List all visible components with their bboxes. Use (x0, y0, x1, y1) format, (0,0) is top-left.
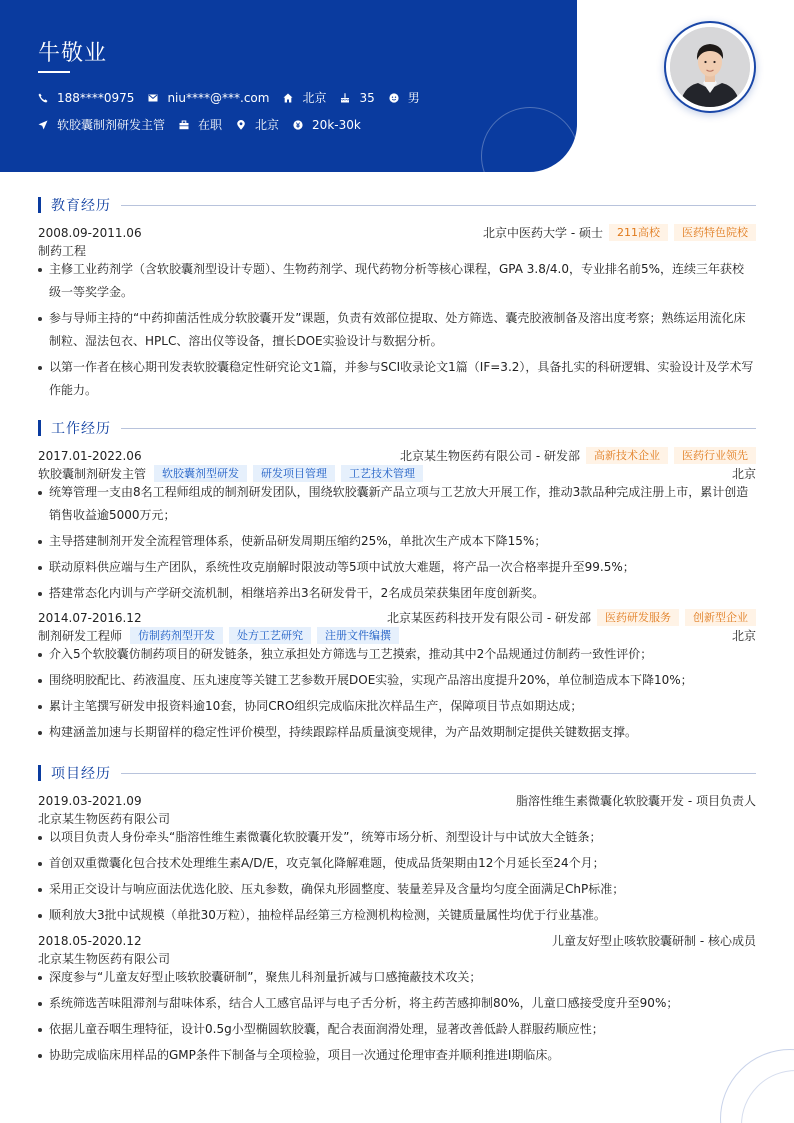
avatar-photo (670, 27, 750, 107)
target-city-item (236, 116, 279, 133)
list-item: 首创双重微囊化包合技术处理维生素A/D/E，攻克氧化降解难题，使成品货架期由12个月延长至24个月； (38, 852, 756, 875)
avatar (664, 21, 756, 113)
gender-item (389, 89, 420, 106)
hometown-item (283, 89, 326, 106)
company-tag: 医药行业领先 (674, 447, 756, 464)
work-position: 制剂研发工程师 (38, 629, 123, 643)
project-company: 北京某生物医药有限公司 (38, 952, 171, 966)
list-item: 依据儿童吞咽生理特征，设计0.5g小型椭圆软胶囊，配合表面润滑处理，显著改善低龄人群服药顺应性； (38, 1018, 756, 1041)
section-divider (121, 205, 756, 206)
section-title: 工作经历 (51, 421, 111, 437)
salary-value: 20k-30k (312, 117, 361, 132)
phone-icon (38, 93, 48, 103)
phone-item (38, 91, 134, 105)
section-marker (38, 420, 41, 436)
education-bullets (38, 258, 756, 402)
skill-tag: 研发项目管理 (253, 465, 335, 482)
list-item: 统筹管理一支由8名工程师组成的制剂研发团队，围绕软胶囊新产品立项与工艺放大开展工作，推动3款品种完成注册上市，累计创造销售收益逾5000万元； (38, 481, 756, 527)
work-period: 2017.01-2022.06 (38, 448, 142, 463)
project-company-row (38, 810, 756, 827)
section-title: 教育经历 (51, 198, 111, 214)
project-period: 2019.03-2021.09 (38, 793, 142, 808)
education-major: 制药工程 (38, 244, 87, 258)
company-tag: 医药研发服务 (597, 609, 679, 626)
gender-value: 男 (407, 91, 420, 105)
candidate-name: 牛敬业 (38, 41, 108, 66)
work-position-row (38, 627, 756, 644)
skill-tag: 工艺技术管理 (341, 465, 423, 482)
name-underline (38, 71, 70, 73)
list-item: 累计主笔撰写研发申报资料逾10套，协同CRO组织完成临床批次样品生产，保障项目节点如期达成； (38, 695, 756, 718)
section-divider (121, 428, 756, 429)
send-icon (38, 120, 48, 130)
salary-item (293, 118, 361, 132)
target-job-value: 软胶囊制剂研发主管 (57, 118, 166, 132)
target-job-item (38, 116, 165, 133)
project-entry-header (38, 792, 756, 809)
skill-tag: 软胶囊剂型研发 (154, 465, 247, 482)
education-period: 2008.09-2011.06 (38, 225, 142, 240)
company-tag: 创新型企业 (685, 609, 756, 626)
list-item: 参与导师主持的“中药抑菌活性成分软胶囊开发”课题，负责有效部位提取、处方筛选、囊壳胶液制备及溶出度考察；熟练运用流化床制粒、湿法包衣、HPLC、溶出仪等设备，擅长DOE实验设计与数据分析。 (38, 307, 756, 353)
list-item: 主修工业药剂学（含软胶囊剂型设计专题）、生物药剂学、现代药物分析等核心课程，GPA 3.8/4.0，专业排名前5%，连续三年获校级一等奖学金。 (38, 258, 756, 304)
work-position: 软胶囊制剂研发主管 (38, 467, 147, 481)
skill-tag: 注册文件编撰 (317, 627, 399, 644)
status-value: 在职 (198, 118, 223, 132)
job-intent-row (38, 116, 375, 133)
list-item: 主导搭建制剂开发全流程管理体系，使新品研发周期压缩约25%，单批次生产成本下降15%； (38, 530, 756, 553)
project-bullets (38, 826, 756, 927)
work-period: 2014.07-2016.12 (38, 610, 142, 625)
list-item: 以项目负责人身份牵头“脂溶性维生素微囊化软胶囊开发”，统筹市场分析、剂型设计与中试放大全链条； (38, 826, 756, 849)
list-item: 深度参与“儿童友好型止咳软胶囊研制”，聚焦儿科剂量折减与口感掩蔽技术攻关； (38, 966, 756, 989)
section-header-education (38, 197, 756, 213)
work-entry-header (38, 447, 756, 464)
education-major-row (38, 242, 756, 259)
section-header-project (38, 765, 756, 781)
section-marker (38, 197, 41, 213)
list-item: 以第一作者在核心期刊发表软胶囊稳定性研究论文1篇，并参与SCI收录论文1篇（IF=3.2），具备扎实的科研逻辑、实验设计及学术写作能力。 (38, 356, 756, 402)
list-item: 系统筛选苦味阻滞剂与甜味体系，结合人工感官品评与电子舌分析，将主药苦感抑制80%，儿童口感接受度升至90%； (38, 992, 756, 1015)
company-tag: 高新技术企业 (586, 447, 668, 464)
briefcase-icon (179, 120, 189, 130)
email-item (148, 91, 269, 105)
phone-value: 188****0975 (57, 90, 135, 105)
home-icon (283, 93, 293, 103)
email-icon (148, 93, 158, 103)
section-header-work (38, 420, 756, 436)
education-school: 北京中医药大学 - 硕士 (483, 226, 603, 240)
person-icon (389, 93, 399, 103)
project-bullets (38, 966, 756, 1067)
work-bullets (38, 481, 756, 605)
age-item (340, 91, 374, 105)
age-value: 35 (359, 90, 375, 105)
work-city: 北京 (731, 467, 756, 481)
project-company-row (38, 950, 756, 967)
section-marker (38, 765, 41, 781)
contact-row (38, 89, 434, 106)
list-item: 介入5个软胶囊仿制药项目的研发链条，独立承担处方筛选与工艺摸索，推动其中2个品规通过仿制药一致性评价； (38, 643, 756, 666)
work-position-row (38, 465, 756, 482)
work-bullets (38, 643, 756, 744)
project-title: 脂溶性维生素微囊化软胶囊开发 - 项目负责人 (516, 794, 756, 808)
target-city-value: 北京 (255, 118, 280, 132)
project-period: 2018.05-2020.12 (38, 933, 142, 948)
list-item: 围绕明胶配比、药液温度、压丸速度等关键工艺参数开展DOE实验，实现产品溶出度提升20%，单位制造成本下降10%； (38, 669, 756, 692)
project-entry-header (38, 932, 756, 949)
list-item: 搭建常态化内训与产学研交流机制，相继培养出3名研发骨干，2名成员荣获集团年度创新奖。 (38, 582, 756, 605)
email-value: niu****@***.com (167, 90, 270, 105)
work-company: 北京某生物医药有限公司 - 研发部 (400, 449, 580, 463)
school-tag: 211高校 (609, 224, 668, 241)
money-icon (293, 120, 303, 130)
header-banner (0, 0, 577, 172)
list-item: 联动原料供应端与生产团队，系统性攻克崩解时限波动等5项中试放大难题，将产品一次合格率提升至99.5%； (38, 556, 756, 579)
skill-tag: 仿制药剂型开发 (130, 627, 223, 644)
list-item: 构建涵盖加速与长期留样的稳定性评价模型，持续跟踪样品质量演变规律，为产品效期制定提供关键数据支撑。 (38, 721, 756, 744)
hometown-value: 北京 (302, 91, 327, 105)
list-item: 顺利放大3批中试规模（单批30万粒），抽检样品经第三方检测机构检测，关键质量属性均优于行业基准。 (38, 904, 756, 927)
education-entry-header (38, 224, 756, 241)
project-company: 北京某生物医药有限公司 (38, 812, 171, 826)
section-divider (121, 773, 756, 774)
section-title: 项目经历 (51, 766, 111, 782)
work-city: 北京 (731, 629, 756, 643)
location-pin-icon (236, 120, 246, 130)
work-entry-header (38, 609, 756, 626)
status-item (179, 116, 222, 133)
project-title: 儿童友好型止咳软胶囊研制 - 核心成员 (552, 934, 756, 948)
decorative-circle (481, 107, 577, 172)
skill-tag: 处方工艺研究 (229, 627, 311, 644)
school-tag: 医药特色院校 (674, 224, 756, 241)
list-item: 协助完成临床用样品的GMP条件下制备与全项检验，项目一次通过伦理审查并顺利推进Ⅰ期临床。 (38, 1044, 756, 1067)
work-company: 北京某医药科技开发有限公司 - 研发部 (387, 611, 591, 625)
cake-icon (340, 93, 350, 103)
list-item: 采用正交设计与响应面法优选化胶、压丸参数，确保丸形圆整度、装量差异及含量均匀度全面满足ChP标准； (38, 878, 756, 901)
